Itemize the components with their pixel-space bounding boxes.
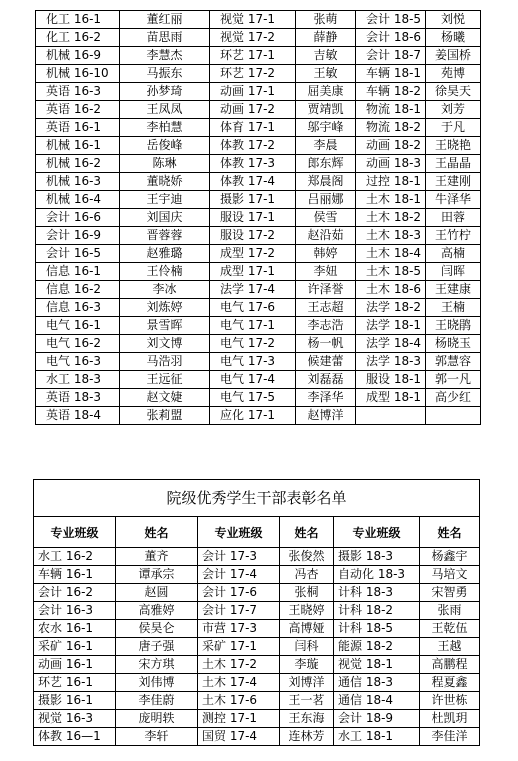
table-row [36, 263, 481, 281]
class-cell: 电气 17-2 [210, 335, 296, 353]
class-cell: 成型 17-2 [210, 245, 296, 263]
name-cell: 侯雪 [296, 209, 356, 227]
class-cell: 机械 16-2 [36, 155, 120, 173]
class-cell: 机械 16-10 [36, 65, 120, 83]
table-row [36, 173, 481, 191]
name-cell: 王晓艳 [426, 137, 481, 155]
name-cell: 宋智勇 [420, 584, 480, 602]
name-cell: 刘磊磊 [296, 371, 356, 389]
name-cell: 董红丽 [120, 11, 210, 29]
name-cell: 苗思雨 [120, 29, 210, 47]
name-cell: 王乾伍 [420, 620, 480, 638]
name-cell: 薛静 [296, 29, 356, 47]
class-cell: 农水 16-1 [34, 620, 116, 638]
table-row [36, 371, 481, 389]
class-cell: 环艺 16-1 [34, 674, 116, 692]
class-cell: 机械 16-3 [36, 173, 120, 191]
class-cell: 会计 16-2 [34, 584, 116, 602]
cadre-honor-table [33, 479, 480, 746]
name-cell: 闫晖 [426, 263, 481, 281]
name-cell: 郭慧容 [426, 353, 481, 371]
name-cell: 高楠 [426, 245, 481, 263]
class-cell: 信息 16-2 [36, 281, 120, 299]
name-cell: 王晓鹃 [426, 317, 481, 335]
class-cell: 机械 16-4 [36, 191, 120, 209]
class-cell: 机械 16-9 [36, 47, 120, 65]
class-cell: 物流 18-1 [356, 101, 426, 119]
name-cell: 李轩 [116, 728, 198, 746]
name-cell: 李璇 [280, 656, 334, 674]
name-cell: 高鹏程 [420, 656, 480, 674]
name-cell: 闫科 [280, 638, 334, 656]
table-row [34, 548, 480, 566]
name-cell: 王宇迪 [120, 191, 210, 209]
class-cell: 水工 16-2 [34, 548, 116, 566]
name-cell: 王凤凤 [120, 101, 210, 119]
table-row [36, 317, 481, 335]
table-row [34, 566, 480, 584]
class-cell: 服设 18-1 [356, 371, 426, 389]
class-cell: 摄影 18-3 [334, 548, 420, 566]
class-cell: 计科 18-2 [334, 602, 420, 620]
name-cell: 连林芳 [280, 728, 334, 746]
name-cell: 董齐 [116, 548, 198, 566]
name-cell: 姜国桥 [426, 47, 481, 65]
name-cell: 李佳蔚 [116, 692, 198, 710]
class-cell: 水工 18-3 [36, 371, 120, 389]
class-cell: 法学 18-2 [356, 299, 426, 317]
class-cell: 服设 17-2 [210, 227, 296, 245]
name-cell: 张雨 [420, 602, 480, 620]
class-cell: 能源 18-2 [334, 638, 420, 656]
class-cell: 土木 18-1 [356, 191, 426, 209]
name-cell: 王敏 [296, 65, 356, 83]
name-cell: 郎东辉 [296, 155, 356, 173]
table-row [34, 638, 480, 656]
name-cell: 景雪晖 [120, 317, 210, 335]
name-cell: 田蓉 [426, 209, 481, 227]
name-cell: 邬宇峰 [296, 119, 356, 137]
table-row [36, 407, 481, 425]
class-cell: 会计 17-6 [198, 584, 280, 602]
table-2-body [34, 548, 480, 746]
table-row [34, 728, 480, 746]
name-cell: 刘伟博 [116, 674, 198, 692]
class-cell: 电气 17-6 [210, 299, 296, 317]
name-cell: 张萌 [296, 11, 356, 29]
class-cell: 会计 16-3 [34, 602, 116, 620]
table-row [34, 656, 480, 674]
class-cell: 法学 17-4 [210, 281, 296, 299]
class-cell: 动画 16-1 [34, 656, 116, 674]
class-cell: 法学 18-1 [356, 317, 426, 335]
class-cell: 成型 18-1 [356, 389, 426, 407]
name-cell: 刘文博 [120, 335, 210, 353]
class-cell: 土木 18-6 [356, 281, 426, 299]
class-cell: 化工 16-2 [36, 29, 120, 47]
name-cell: 马振东 [120, 65, 210, 83]
name-cell: 牛泽华 [426, 191, 481, 209]
class-cell: 土木 18-2 [356, 209, 426, 227]
class-cell: 土木 17-6 [198, 692, 280, 710]
class-cell: 环艺 17-1 [210, 47, 296, 65]
class-cell: 计科 18-5 [334, 620, 420, 638]
class-cell: 土木 18-3 [356, 227, 426, 245]
class-cell: 动画 17-1 [210, 83, 296, 101]
class-cell: 成型 17-1 [210, 263, 296, 281]
class-cell: 动画 17-2 [210, 101, 296, 119]
name-cell: 程夏鑫 [420, 674, 480, 692]
name-cell: 李泽华 [296, 389, 356, 407]
name-cell: 李志浩 [296, 317, 356, 335]
table-row [36, 83, 481, 101]
name-cell: 赵博洋 [296, 407, 356, 425]
name-cell: 高少红 [426, 389, 481, 407]
name-cell: 董晓娇 [120, 173, 210, 191]
column-header-name: 姓名 [280, 517, 334, 548]
name-cell: 刘国庆 [120, 209, 210, 227]
class-cell: 市营 17-3 [198, 620, 280, 638]
name-cell: 侯昊仑 [116, 620, 198, 638]
name-cell: 许泽誉 [296, 281, 356, 299]
class-cell: 体教 16—1 [34, 728, 116, 746]
class-cell: 化工 16-1 [36, 11, 120, 29]
name-cell: 王建康 [426, 281, 481, 299]
table-row [36, 209, 481, 227]
class-cell: 采矿 17-1 [198, 638, 280, 656]
class-cell [356, 407, 426, 425]
class-cell: 动画 18-2 [356, 137, 426, 155]
name-cell: 马浩羽 [120, 353, 210, 371]
name-cell: 李妞 [296, 263, 356, 281]
table-row [36, 65, 481, 83]
table-row [36, 119, 481, 137]
name-cell: 杨曦 [426, 29, 481, 47]
name-cell: 张俊然 [280, 548, 334, 566]
class-cell: 物流 18-2 [356, 119, 426, 137]
class-cell: 计科 18-3 [334, 584, 420, 602]
class-cell: 自动化 18-3 [334, 566, 420, 584]
name-cell: 郭一凡 [426, 371, 481, 389]
name-cell: 王一茗 [280, 692, 334, 710]
class-cell: 电气 17-4 [210, 371, 296, 389]
class-cell: 机械 16-1 [36, 137, 120, 155]
name-cell: 谭承宗 [116, 566, 198, 584]
table-row [36, 137, 481, 155]
class-cell: 测控 17-1 [198, 710, 280, 728]
name-cell: 高雅婷 [116, 602, 198, 620]
table-1-body [36, 11, 481, 425]
table-row [36, 353, 481, 371]
column-header-class: 专业班级 [334, 517, 420, 548]
class-cell: 英语 16-2 [36, 101, 120, 119]
class-cell: 土木 17-2 [198, 656, 280, 674]
class-cell: 信息 16-1 [36, 263, 120, 281]
name-cell: 李慧杰 [120, 47, 210, 65]
class-cell: 会计 16-6 [36, 209, 120, 227]
name-cell: 王楠 [426, 299, 481, 317]
class-cell: 会计 16-5 [36, 245, 120, 263]
table-row [36, 11, 481, 29]
name-cell: 李冰 [120, 281, 210, 299]
class-cell: 车辆 18-1 [356, 65, 426, 83]
class-cell: 会计 18-7 [356, 47, 426, 65]
class-cell: 水工 18-1 [334, 728, 420, 746]
class-cell: 会计 17-3 [198, 548, 280, 566]
name-cell: 庞明轶 [116, 710, 198, 728]
class-cell: 摄影 17-1 [210, 191, 296, 209]
name-cell: 赵圆 [116, 584, 198, 602]
class-cell: 车辆 18-2 [356, 83, 426, 101]
class-cell: 视觉 16-3 [34, 710, 116, 728]
name-cell: 许世栋 [420, 692, 480, 710]
table-row [36, 389, 481, 407]
class-cell: 采矿 16-1 [34, 638, 116, 656]
class-cell: 会计 18-5 [356, 11, 426, 29]
table-row [36, 227, 481, 245]
class-cell: 会计 18-9 [334, 710, 420, 728]
class-cell: 法学 18-4 [356, 335, 426, 353]
honor-list-table-1 [35, 10, 481, 425]
table-row [34, 602, 480, 620]
class-cell: 英语 16-1 [36, 119, 120, 137]
name-cell: 刘炼婷 [120, 299, 210, 317]
name-cell: 杨鑫宇 [420, 548, 480, 566]
name-cell: 屈美康 [296, 83, 356, 101]
name-cell: 杜凯玥 [420, 710, 480, 728]
name-cell: 赵雅璐 [120, 245, 210, 263]
name-cell: 贾靖凯 [296, 101, 356, 119]
name-cell: 岳俊峰 [120, 137, 210, 155]
class-cell: 信息 16-3 [36, 299, 120, 317]
name-cell: 王竹柠 [426, 227, 481, 245]
name-cell: 于凡 [426, 119, 481, 137]
column-header-name: 姓名 [116, 517, 198, 548]
table-row [36, 101, 481, 119]
class-cell: 电气 17-3 [210, 353, 296, 371]
name-cell: 王东海 [280, 710, 334, 728]
class-cell: 土木 18-5 [356, 263, 426, 281]
table-row [36, 245, 481, 263]
class-cell: 体教 17-4 [210, 173, 296, 191]
name-cell: 苑博 [426, 65, 481, 83]
name-cell: 晋蓉蓉 [120, 227, 210, 245]
table-row [34, 692, 480, 710]
name-cell: 李晨 [296, 137, 356, 155]
class-cell: 英语 16-3 [36, 83, 120, 101]
class-cell: 车辆 16-1 [34, 566, 116, 584]
class-cell: 会计 17-4 [198, 566, 280, 584]
name-cell: 郑晨阁 [296, 173, 356, 191]
class-cell: 视觉 17-1 [210, 11, 296, 29]
class-cell: 服设 17-1 [210, 209, 296, 227]
table-row [36, 155, 481, 173]
name-cell: 刘悦 [426, 11, 481, 29]
column-header-class: 专业班级 [198, 517, 280, 548]
class-cell: 会计 18-6 [356, 29, 426, 47]
class-cell: 电气 16-2 [36, 335, 120, 353]
class-cell: 会计 16-9 [36, 227, 120, 245]
name-cell: 王晓婷 [280, 602, 334, 620]
class-cell: 电气 17-5 [210, 389, 296, 407]
name-cell: 王越 [420, 638, 480, 656]
class-cell: 应化 17-1 [210, 407, 296, 425]
name-cell: 王志超 [296, 299, 356, 317]
name-cell: 刘博洋 [280, 674, 334, 692]
name-cell: 王建刚 [426, 173, 481, 191]
table-row [36, 299, 481, 317]
name-cell: 李佳洋 [420, 728, 480, 746]
class-cell: 动画 18-3 [356, 155, 426, 173]
class-cell: 土木 17-4 [198, 674, 280, 692]
class-cell: 通信 18-3 [334, 674, 420, 692]
class-cell: 摄影 16-1 [34, 692, 116, 710]
name-cell: 赵沿茹 [296, 227, 356, 245]
class-cell: 通信 18-4 [334, 692, 420, 710]
class-cell: 环艺 17-2 [210, 65, 296, 83]
class-cell: 体教 17-2 [210, 137, 296, 155]
name-cell: 高博娅 [280, 620, 334, 638]
table-row [36, 281, 481, 299]
name-cell: 刘芳 [426, 101, 481, 119]
name-cell: 马培文 [420, 566, 480, 584]
name-cell: 吉敏 [296, 47, 356, 65]
class-cell: 土木 18-4 [356, 245, 426, 263]
table-row [36, 29, 481, 47]
column-header-name: 姓名 [420, 517, 480, 548]
name-cell: 李柏慧 [120, 119, 210, 137]
name-cell: 张桐 [280, 584, 334, 602]
class-cell: 国贸 17-4 [198, 728, 280, 746]
name-cell: 徐昊天 [426, 83, 481, 101]
name-cell: 杨晓玉 [426, 335, 481, 353]
class-cell: 视觉 18-1 [334, 656, 420, 674]
class-cell: 英语 18-3 [36, 389, 120, 407]
name-cell: 候建蕾 [296, 353, 356, 371]
table-row [36, 47, 481, 65]
name-cell: 韩婷 [296, 245, 356, 263]
class-cell: 电气 16-1 [36, 317, 120, 335]
table-2-title-row [34, 480, 480, 517]
name-cell: 陈琳 [120, 155, 210, 173]
class-cell: 电气 17-1 [210, 317, 296, 335]
class-cell: 电气 16-3 [36, 353, 120, 371]
table-row [34, 710, 480, 728]
class-cell: 英语 18-4 [36, 407, 120, 425]
name-cell: 宋方琪 [116, 656, 198, 674]
table-row [34, 620, 480, 638]
table-row [34, 674, 480, 692]
class-cell: 视觉 17-2 [210, 29, 296, 47]
name-cell: 吕丽娜 [296, 191, 356, 209]
class-cell: 体教 17-3 [210, 155, 296, 173]
name-cell: 唐子强 [116, 638, 198, 656]
class-cell: 体育 17-1 [210, 119, 296, 137]
name-cell: 张莉盟 [120, 407, 210, 425]
name-cell: 孙梦琦 [120, 83, 210, 101]
table-row [36, 335, 481, 353]
name-cell: 杨一帆 [296, 335, 356, 353]
table-2-title: 院级优秀学生干部表彰名单 [34, 480, 480, 517]
table-row [34, 584, 480, 602]
name-cell: 王远征 [120, 371, 210, 389]
class-cell: 会计 17-7 [198, 602, 280, 620]
table-2-header-row [34, 517, 480, 548]
column-header-class: 专业班级 [34, 517, 116, 548]
name-cell [426, 407, 481, 425]
table-row [36, 191, 481, 209]
name-cell: 王晶晶 [426, 155, 481, 173]
name-cell: 王伶楠 [120, 263, 210, 281]
name-cell: 冯杏 [280, 566, 334, 584]
name-cell: 赵文婕 [120, 389, 210, 407]
class-cell: 过控 18-1 [356, 173, 426, 191]
class-cell: 法学 18-3 [356, 353, 426, 371]
